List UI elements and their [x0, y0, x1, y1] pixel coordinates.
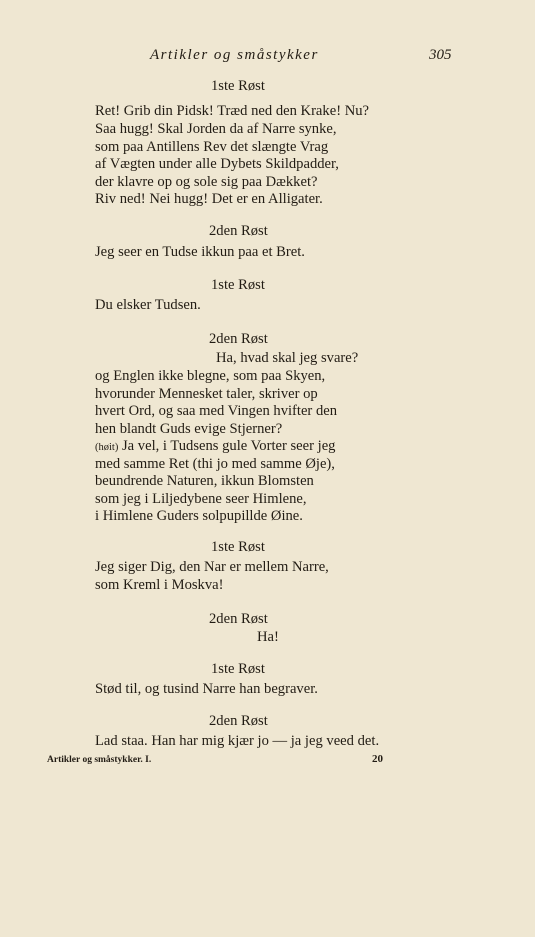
speaker-label: 1ste Røst: [211, 661, 265, 677]
speaker-label: 1ste Røst: [211, 277, 265, 293]
verse-line: der klavre op og sole sig paa Dækket?: [95, 174, 318, 190]
speaker-label: 2den Røst: [209, 713, 268, 729]
speaker-label: 1ste Røst: [211, 539, 265, 555]
verse-line: Lad staa. Han har mig kjær jo — ja jeg veed det.: [95, 733, 380, 749]
verse-line: som jeg i Liljedybene seer Himlene,: [95, 491, 307, 507]
speaker-label: 2den Røst: [209, 611, 268, 627]
signature-number: 20: [372, 753, 383, 765]
speaker-label: 2den Røst: [209, 331, 268, 347]
verse-line: og Englen ikke blegne, som paa Skyen,: [95, 368, 326, 384]
verse-line: som paa Antillens Rev det slængte Vrag: [95, 139, 329, 155]
verse-line: i Himlene Guders solpupillde Øine.: [95, 508, 303, 524]
page-number: 305: [429, 47, 452, 63]
verse-line: med samme Ret (thi jo med samme Øje),: [95, 456, 335, 472]
printer-signature: Artikler og småstykker. I.: [47, 755, 152, 765]
verse-line: hen blandt Guds evige Stjerner?: [95, 421, 283, 437]
running-title: Artikler og småstykker: [150, 47, 319, 63]
verse-line: Ha, hvad skal jeg svare?: [216, 350, 359, 366]
verse-line: som Kreml i Moskva!: [95, 577, 224, 593]
verse-line: hvorunder Mennesket taler, skriver op: [95, 386, 318, 402]
verse-line: Saa hugg! Skal Jorden da af Narre synke,: [95, 121, 337, 137]
speaker-label: 1ste Røst: [211, 78, 265, 94]
speaker-label: 2den Røst: [209, 223, 268, 239]
verse-line: Ret! Grib din Pidsk! Træd ned den Krake! Nu?: [95, 103, 370, 119]
verse-line: Du elsker Tudsen.: [95, 297, 201, 313]
verse-line: Riv ned! Nei hugg! Det er en Alligater.: [95, 191, 323, 207]
verse-line: Ha!: [257, 629, 279, 645]
verse-line: Jeg siger Dig, den Nar er mellem Narre,: [95, 559, 329, 575]
verse-line: Stød til, og tusind Narre han begraver.: [95, 681, 318, 697]
verse-line: Jeg seer en Tudse ikkun paa et Bret.: [95, 244, 305, 260]
stage-direction: (høit): [95, 442, 119, 453]
verse-line: hvert Ord, og saa med Vingen hvifter den: [95, 403, 338, 419]
verse-line: af Vægten under alle Dybets Skildpadder,: [95, 156, 339, 172]
verse-line: beundrende Naturen, ikkun Blomsten: [95, 473, 314, 489]
verse-text: Ja vel, i Tudsens gule Vorter seer jeg: [121, 438, 336, 454]
verse-line: [95, 438, 335, 455]
